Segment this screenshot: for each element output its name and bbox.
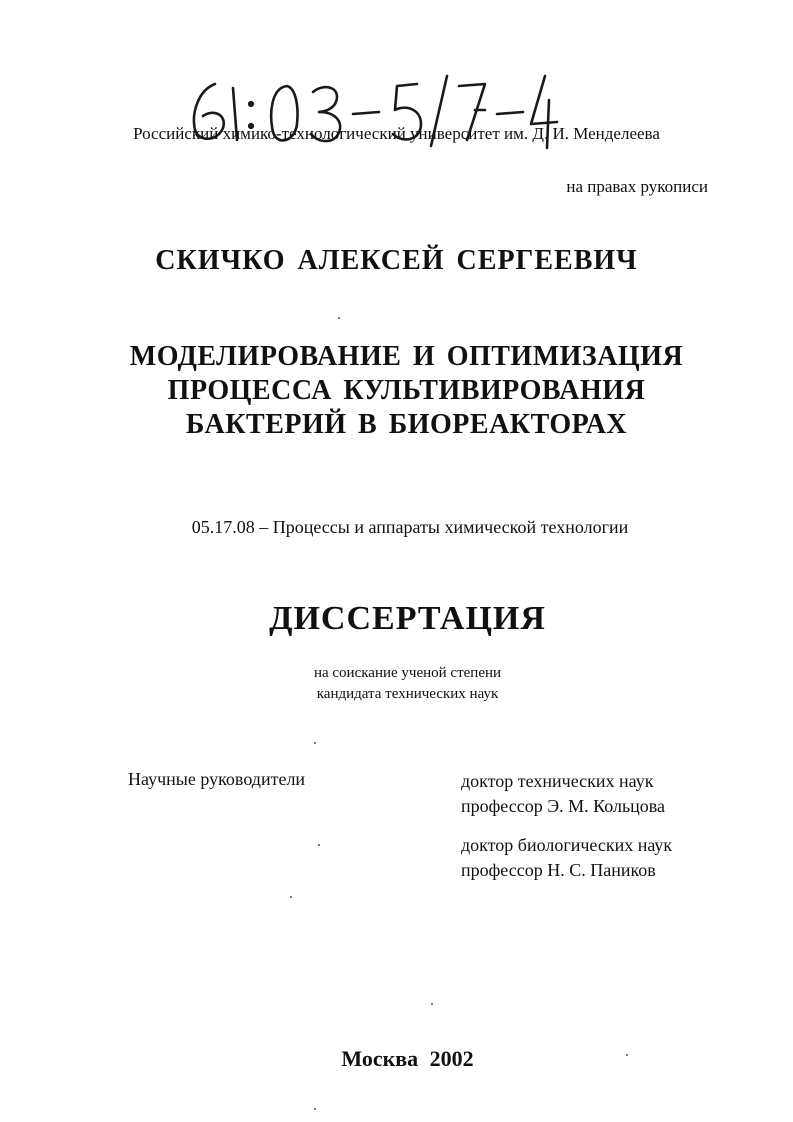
title-line: БАКТЕРИЙ В БИОРЕАКТОРАХ — [185, 409, 628, 440]
degree-description — [0, 663, 793, 705]
supervisor-name: профессор Э. М. Кольцова — [461, 796, 666, 816]
scan-speck — [314, 742, 316, 744]
document-type: ДИССЕРТАЦИЯ — [269, 600, 546, 637]
university-name: Российский химико-технологический университет им. Д. И. Менделеева — [133, 124, 660, 143]
supervisor-name: профессор Н. С. Паников — [461, 860, 656, 880]
title-line: ПРОЦЕССА КУЛЬТИВИРОВАНИЯ — [167, 375, 646, 406]
title-line: МОДЕЛИРОВАНИЕ И ОПТИМИЗАЦИЯ — [129, 341, 684, 372]
degree-line: кандидата технических наук — [316, 686, 499, 702]
scan-speck — [318, 844, 320, 846]
dissertation-title — [60, 340, 753, 442]
scan-speck — [314, 1108, 316, 1110]
supervisors-label: Научные руководители — [128, 769, 306, 789]
city-year: Москва 2002 — [341, 1046, 474, 1071]
specialty-code: 05.17.08 – Процессы и аппараты химической технологии — [191, 517, 629, 537]
scan-speck — [290, 896, 292, 898]
scan-speck — [338, 317, 340, 319]
supervisor-degree: доктор технических наук — [461, 771, 654, 791]
degree-line: на соискание ученой степени — [313, 665, 502, 681]
rights-note: на правах рукописи — [566, 177, 708, 196]
scan-speck — [626, 1054, 628, 1056]
scan-speck — [431, 1003, 433, 1005]
supervisor-degree: доктор биологических наук — [461, 835, 673, 855]
supervisor-entry — [461, 833, 672, 883]
supervisor-entry — [461, 769, 665, 819]
author-name: СКИЧКО АЛЕКСЕЙ СЕРГЕЕВИЧ — [155, 245, 638, 276]
